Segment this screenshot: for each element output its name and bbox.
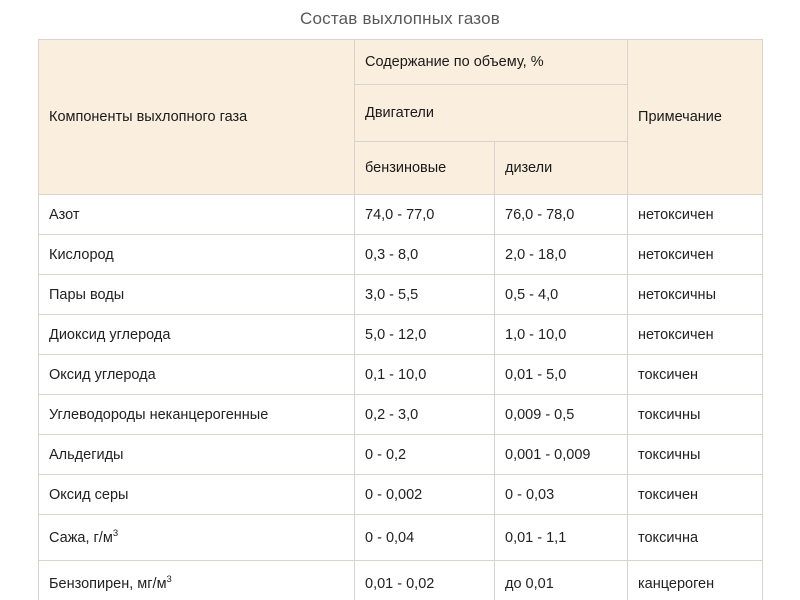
header-row-1 [39,40,763,85]
cell-diesel: 2,0 - 18,0 [495,235,628,275]
table-container [38,39,762,600]
table-row [39,195,763,235]
cell-note: нетоксичен [628,235,763,275]
cell-gasoline: 0,01 - 0,02 [355,561,495,600]
cell-diesel: до 0,01 [495,561,628,600]
cell-note: нетоксичны [628,275,763,315]
cell-diesel: 0 - 0,03 [495,475,628,515]
cell-component: Оксид углерода [39,355,355,395]
table-row [39,395,763,435]
cell-note: токсичны [628,395,763,435]
cell-component: Диоксид углерода [39,315,355,355]
cell-diesel: 0,001 - 0,009 [495,435,628,475]
cell-gasoline: 0 - 0,002 [355,475,495,515]
cell-note: токсичен [628,355,763,395]
table-row [39,235,763,275]
cell-gasoline: 0 - 0,2 [355,435,495,475]
cell-gasoline: 0,1 - 10,0 [355,355,495,395]
header-gasoline: бензиновые [355,142,495,195]
table-row [39,515,763,561]
cell-component: Азот [39,195,355,235]
header-component: Компоненты выхлопного газа [39,40,355,195]
table-row [39,275,763,315]
cell-component-superscript: 3 [112,527,119,539]
cell-component: Бензопирен, $мг/м^3$ [39,561,355,600]
header-note: Примечание [628,40,763,195]
cell-component: Сажа, $г/м^3$ [39,515,355,561]
header-engines: Двигатели [355,85,628,142]
cell-component-superscript: 3 [166,573,172,585]
table-body [39,195,763,600]
cell-component: Пары воды [39,275,355,315]
cell-note: канцероген [628,561,763,600]
cell-diesel: 0,009 - 0,5 [495,395,628,435]
cell-component: Углеводороды неканцерогенные [39,395,355,435]
cell-note: токсичен [628,475,763,515]
cell-diesel: 1,0 - 10,0 [495,315,628,355]
cell-gasoline: 5,0 - 12,0 [355,315,495,355]
cell-diesel: 76,0 - 78,0 [495,195,628,235]
table-row [39,475,763,515]
cell-diesel: 0,5 - 4,0 [495,275,628,315]
cell-component: Оксид серы [39,475,355,515]
cell-gasoline: 0 - 0,04 [355,515,495,561]
page-title: Состав выхлопных газов [300,9,500,28]
exhaust-gas-composition-table [38,39,763,600]
cell-gasoline: 0,2 - 3,0 [355,395,495,435]
cell-gasoline: 74,0 - 77,0 [355,195,495,235]
table-header [39,40,763,195]
header-volume-content: Содержание по объему, % [355,40,628,85]
cell-component: Альдегиды [39,435,355,475]
cell-component: Кислород [39,235,355,275]
cell-gasoline: 0,3 - 8,0 [355,235,495,275]
table-row [39,435,763,475]
cell-note: токсична [628,515,763,561]
cell-note: токсичны [628,435,763,475]
cell-gasoline: 3,0 - 5,5 [355,275,495,315]
table-row [39,315,763,355]
cell-diesel: 0,01 - 5,0 [495,355,628,395]
table-row [39,561,763,600]
cell-note: нетоксичен [628,315,763,355]
cell-diesel: 0,01 - 1,1 [495,515,628,561]
header-diesel: дизели [495,142,628,195]
cell-note: нетоксичен [628,195,763,235]
table-row [39,355,763,395]
